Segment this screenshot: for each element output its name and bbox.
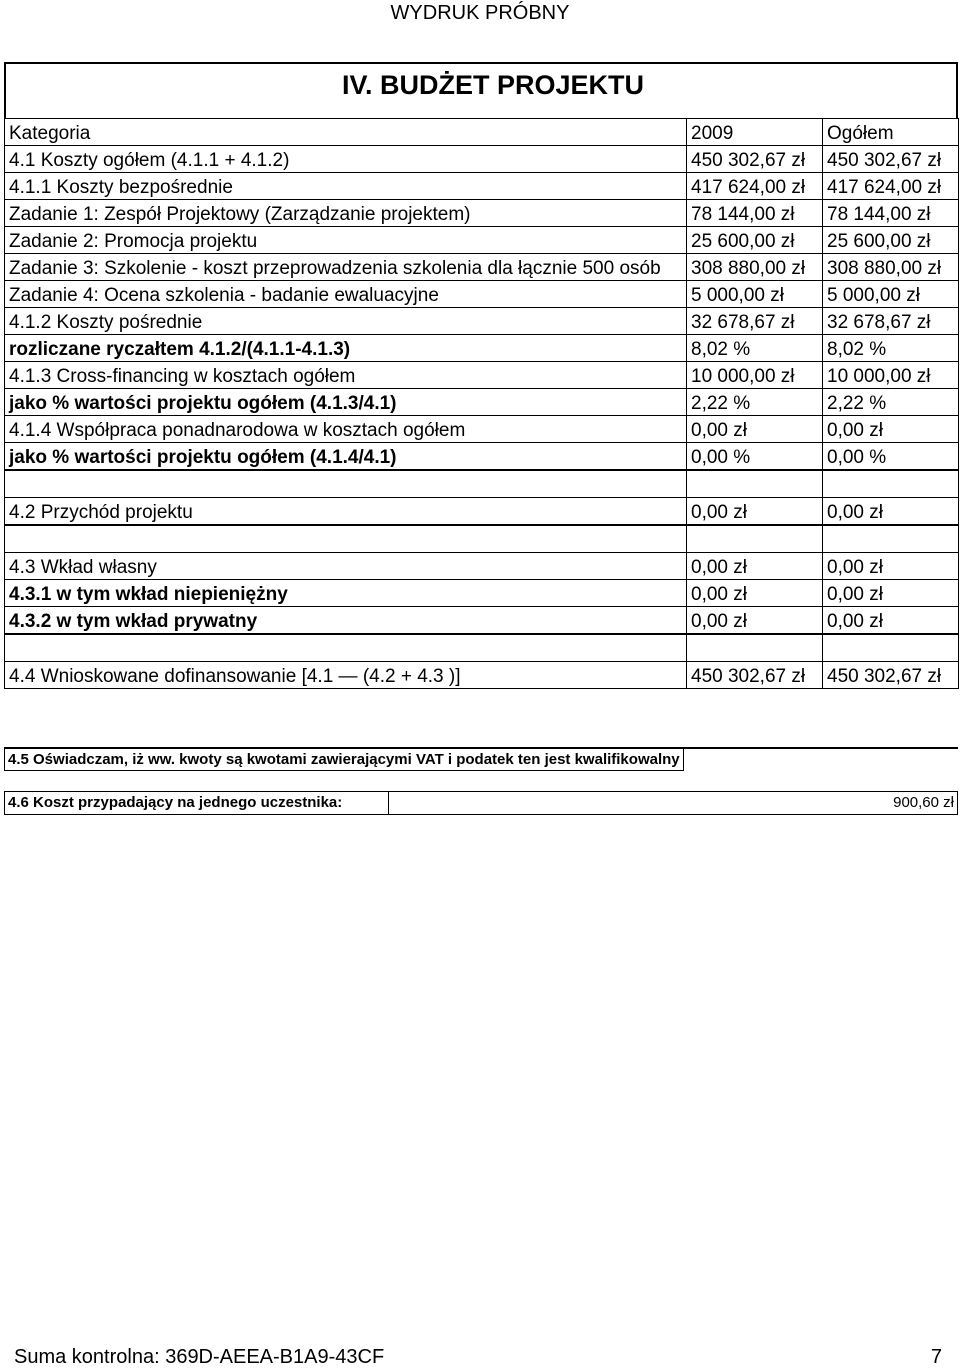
page-number: 7 [930, 1346, 942, 1368]
header-category: Kategoria [5, 119, 687, 146]
cost-per-participant [4, 791, 958, 815]
row-year-value: 32 678,67 zł [687, 308, 823, 335]
table-row [5, 553, 959, 580]
row-total-value: 308 880,00 zł [823, 254, 959, 281]
row-total-value: 0,00 zł [823, 580, 959, 607]
table-row [5, 389, 959, 416]
table-row [5, 173, 959, 200]
row-total-value: 25 600,00 zł [823, 227, 959, 254]
row-label: Zadanie 4: Ocena szkolenia - badanie ewaluacyjne [5, 281, 687, 308]
row-year-value: 417 624,00 zł [687, 173, 823, 200]
row-label: 4.3.1 w tym wkład niepieniężny [5, 580, 687, 607]
row-year-value: 308 880,00 zł [687, 254, 823, 281]
table-row [5, 362, 959, 389]
spacer-row [5, 634, 959, 662]
table-row [5, 254, 959, 281]
row-label: 4.1.4 Współpraca ponadnarodowa w kosztach ogółem [5, 416, 687, 443]
table-row [5, 281, 959, 308]
row-label: 4.1.2 Koszty pośrednie [5, 308, 687, 335]
row-year-value: 25 600,00 zł [687, 227, 823, 254]
row-total-value: 0,00 % [823, 443, 959, 470]
row-label: Zadanie 3: Szkolenie - koszt przeprowadzenia szkolenia dla łącznie 500 osób [5, 254, 687, 281]
cost-per-participant-value: 900,60 zł [893, 794, 954, 811]
row-year-value: 450 302,67 zł [687, 662, 823, 689]
row-total-value: 5 000,00 zł [823, 281, 959, 308]
table-row [5, 498, 959, 525]
row-year-value: 8,02 % [687, 335, 823, 362]
row-total-value: 0,00 zł [823, 553, 959, 580]
row-year-value: 0,00 % [687, 443, 823, 470]
row-year-value: 5 000,00 zł [687, 281, 823, 308]
row-label: 4.1.3 Cross-financing w kosztach ogółem [5, 362, 687, 389]
table-row [5, 580, 959, 607]
draft-print-label: WYDRUK PRÓBNY [390, 2, 570, 24]
budget-title-frame [4, 62, 958, 118]
table-row [5, 335, 959, 362]
row-total-value: 32 678,67 zł [823, 308, 959, 335]
spacer-row [5, 525, 959, 553]
cost-per-participant-label: 4.6 Koszt przypadający na jednego uczestnika: [5, 792, 389, 814]
row-label: jako % wartości projektu ogółem (4.1.3/4.1) [5, 389, 687, 416]
row-year-value: 10 000,00 zł [687, 362, 823, 389]
row-label: 4.1.1 Koszty bezpośrednie [5, 173, 687, 200]
row-label: Zadanie 1: Zespół Projektowy (Zarządzanie projektem) [5, 200, 687, 227]
header-year: 2009 [687, 119, 823, 146]
row-year-value: 0,00 zł [687, 553, 823, 580]
row-year-value: 0,00 zł [687, 607, 823, 634]
row-year-value: 78 144,00 zł [687, 200, 823, 227]
row-year-value: 450 302,67 zł [687, 146, 823, 173]
row-total-value: 8,02 % [823, 335, 959, 362]
vat-statement-text: 4.5 Oświadczam, iż ww. kwoty są kwotami zawierającymi VAT i podatek ten jest kwalifikowalny [4, 749, 684, 771]
row-total-value: 450 302,67 zł [823, 146, 959, 173]
row-total-value: 0,00 zł [823, 416, 959, 443]
table-row [5, 146, 959, 173]
budget-table [4, 118, 959, 689]
row-total-value: 10 000,00 zł [823, 362, 959, 389]
row-total-value: 2,22 % [823, 389, 959, 416]
table-row [5, 200, 959, 227]
row-year-value: 0,00 zł [687, 498, 823, 525]
section-title: IV. BUDŻET PROJEKTU [341, 70, 645, 100]
header-total: Ogółem [823, 119, 959, 146]
vat-statement [4, 747, 958, 771]
table-row [5, 443, 959, 470]
row-total-value: 0,00 zł [823, 607, 959, 634]
table-row [5, 416, 959, 443]
row-label: 4.2 Przychód projektu [5, 498, 687, 525]
row-total-value: 78 144,00 zł [823, 200, 959, 227]
row-label: 4.4 Wnioskowane dofinansowanie [4.1 — (4.2 + 4.3 )] [5, 662, 687, 689]
row-year-value: 0,00 zł [687, 416, 823, 443]
row-label: 4.3 Wkład własny [5, 553, 687, 580]
row-label: rozliczane ryczałtem 4.1.2/(4.1.1-4.1.3) [5, 335, 687, 362]
spacer-row [5, 470, 959, 498]
table-row [5, 227, 959, 254]
table-row [5, 607, 959, 634]
row-total-value: 417 624,00 zł [823, 173, 959, 200]
row-label: jako % wartości projektu ogółem (4.1.4/4.1) [5, 443, 687, 470]
checksum: Suma kontrolna: 369D-AEEA-B1A9-43CF [14, 1346, 385, 1368]
row-year-value: 2,22 % [687, 389, 823, 416]
table-row [5, 662, 959, 689]
row-label: 4.1 Koszty ogółem (4.1.1 + 4.1.2) [5, 146, 687, 173]
row-label: Zadanie 2: Promocja projektu [5, 227, 687, 254]
row-label: 4.3.2 w tym wkład prywatny [5, 607, 687, 634]
row-total-value: 450 302,67 zł [823, 662, 959, 689]
table-row [5, 308, 959, 335]
row-year-value: 0,00 zł [687, 580, 823, 607]
row-total-value: 0,00 zł [823, 498, 959, 525]
table-header-row [5, 119, 959, 146]
